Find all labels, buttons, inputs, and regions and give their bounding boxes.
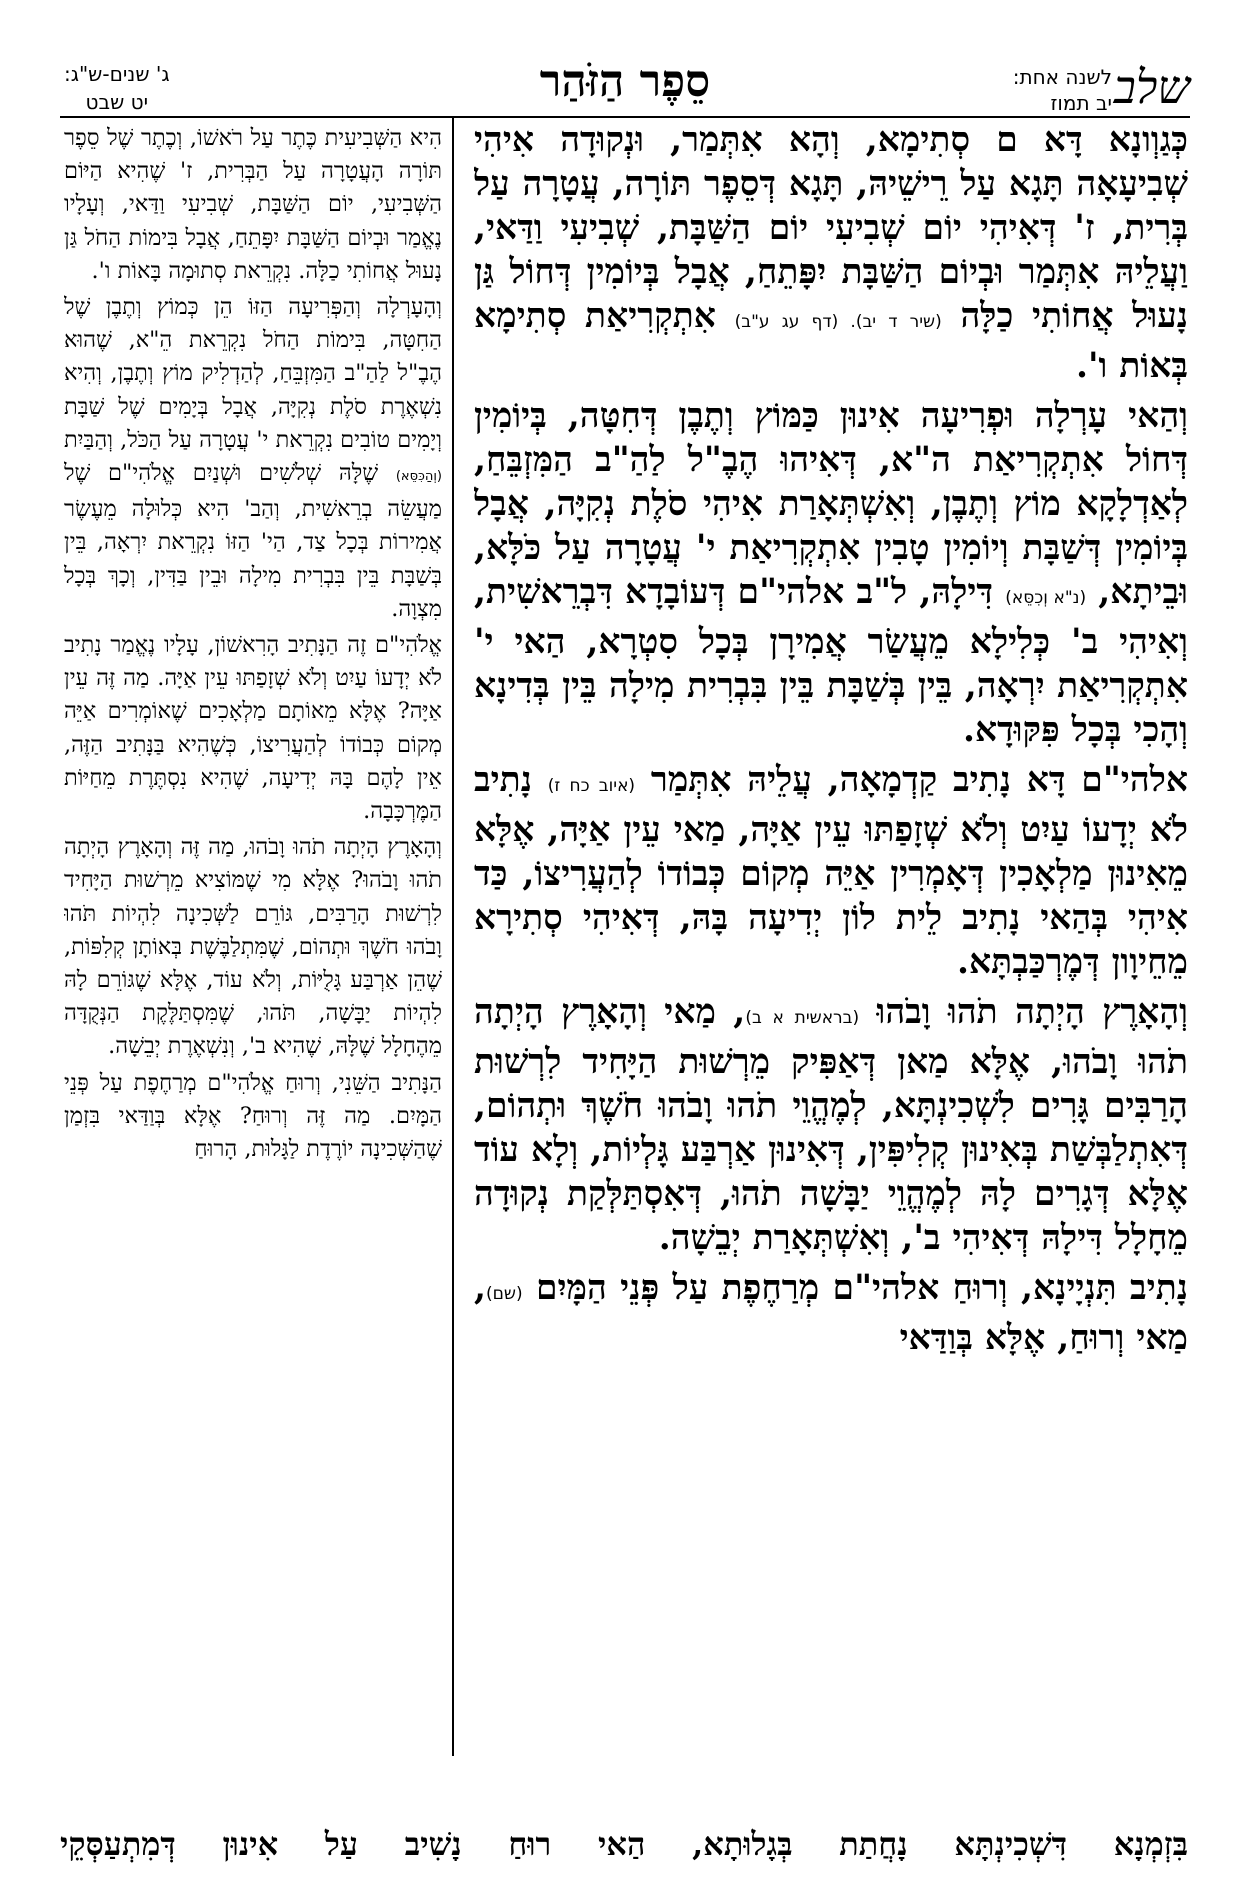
aramaic-paragraph <box>474 118 1188 388</box>
aramaic-paragraph <box>474 1266 1188 1360</box>
translation-paragraph <box>64 629 442 828</box>
translation-paragraph <box>64 831 442 1063</box>
translation-text: הִיא הַשְּׁבִיעִית כֶּתֶר עַל רֹאשׁוֹ, וְכֶתֶר שֶׁל סֵפֶר תּוֹרָה הָעֲטָרָה עַל הַבְּרִית, ז' שֶׁהִיא הַיּוֹם הַשְּׁבִיעִי, יוֹם הַשַּׁבָּת, שְׁבִיעִי וַדַּאי, וְעָלָיו נֶאֱמַר וּבְיוֹם הַשַּׁבָּת יִפָּתֵחַ, אֲבָל בִּימוֹת הַחֹל גַּן נָעוּל אֲחוֹתִי כַלָּה. נִקְרֵאת סְתוּמָה בָּאוֹת ו'. <box>64 125 442 284</box>
daily-study-year: לשנה אחת: <box>1012 65 1112 89</box>
source-reference: (שיר ד יב). (דף עג ע"ב) <box>734 312 942 332</box>
page-header <box>60 38 1190 128</box>
source-reference: (איוב כח ז) <box>547 776 636 796</box>
continuation-line: בִּזְמְנָא דִּשְׁכִינְתָּא נָחֲתַת בְּגָלוּתָא, הַאי רוּחַ נָשִׁיב עַל אִינוּן דְּמִתְעַסְּקֵי <box>60 1825 1188 1863</box>
aramaic-text: וְהָאָרֶץ הָיְתָה תֹהוּ וָבֹהוּ <box>859 992 1188 1032</box>
page-number: שלב <box>1113 60 1190 114</box>
aramaic-text: וְהַאי עָרְלָה וּפְרִיעָה אִינוּן כַּמּוֹץ וְתֶבֶן דְּחִטָּה, בְּיוֹמִין דְּחוֹל אִתְקְרִיאַת ה"א, דְּאִיהוּ הֶבֶ"ל לַהַ"ב הַמִּזְבֵּחַ, לְאַדְלָקָא מוֹץ וְתֶבֶן, וְאִשְׁתְּאָרַת אִיהִי סֹלֶת נְקִיָּה, אֲבָל בְּיוֹמִין דְּשַׁבָּת וְיוֹמִין טָבִין אִתְקְרִיאַת י' עֲטָרָה עַל כֹּלָּא, וּבֵיתָא, <box>474 396 1188 612</box>
aramaic-text: , מַאי וְרוּחַ, אֶלָּא בְּוַדַּאי <box>474 1268 1188 1358</box>
aramaic-text: נָתִיב לֹא יְדָעוֹ עַיִט וְלֹא שְׁזָפַתּוּ עֵין אַיָּה, מַאי עֵין אַיָּה, אֶלָּא מֵאִינוּן מַלְאָכִין דְּאָמְרִין אַיֵּה מְקוֹם כְּבוֹדוֹ לְהַעֲרִיצוֹ, כַּד אִיהִי בְּהַאי נָתִיב לֵית לוֹן יְדִיעָה בָּהּ, דְּאִיהִי סְתִירָא מֵחֵיוָון דְּמֶרְכַּבְתָּא. <box>474 760 1188 982</box>
aramaic-text: נָתִיב תִּנְיָינָא, וְרוּחַ אלהי"ם מְרַחֶפֶת עַל פְּנֵי הַמָּיִם <box>522 1268 1188 1308</box>
aramaic-text: אִתְקְרִיאַת סְתִימָא בְּאוֹת ו'. <box>474 296 1188 386</box>
aramaic-column <box>474 118 1188 1768</box>
translation-text: הַנָּתִיב הַשֵּׁנִי, וְרוּחַ אֱלֹהִי"ם מְרַחֶפֶת עַל פְּנֵי הַמָּיִם. מַה זֶּה וְרוּחַ? אֶלָּא בְּוַדַּאי בִּזְמַן שֶׁהַשְּׁכִינָה יוֹרֶדֶת לַגָּלוּת, הָרוּחַ <box>64 1069 442 1163</box>
aramaic-paragraph <box>474 990 1188 1260</box>
aramaic-paragraph <box>474 758 1188 984</box>
translation-paragraph <box>64 122 442 288</box>
aramaic-text: אלהי"ם דָּא נָתִיב קַדְמָאָה, עֲלֵיהּ אִתְּמַר <box>635 760 1188 800</box>
alt-reading-note: (וְהַכִּסֵּא) <box>395 469 442 485</box>
daily-study-date: יב תמוז <box>1050 91 1112 115</box>
source-reference: (נ"א וְכִסֵּא) <box>1005 588 1087 608</box>
cycle-study-years: ג' שנים-ש"ג: <box>64 62 170 86</box>
translation-text: וְהָאָרֶץ הָיְתָה תֹהוּ וָבֹהוּ, מַה זֶּה וְהָאָרֶץ הָיְתָה תֹהוּ וָבֹהוּ? אֶלָּא מִי שֶׁמּוֹצִיא מֵרְשׁוּת הַיָּחִיד לִרְשׁוּת הָרַבִּים, גּוֹרֵם לַשְּׁכִינָה לִהְיוֹת תֹּהוּ וָבֹהוּ חֹשֶׁךְ וּתְהוֹם, שֶׁמִּתְלַבֶּשֶׁת בְּאוֹתָן קְלִפּוֹת, שֶׁהֵן אַרְבַּע גָּלֻיּוֹת, וְלֹא עוֹד, אֶלָּא שֶׁגּוֹרֵם לָהּ לִהְיוֹת יַבָּשָׁה, תֹּהוּ, שֶׁמִּסְתַּלֶּקֶת הַנְּקֻדָּה מֵהֶחָלָל שֶׁלָּהּ, שֶׁהִיא ב', וְנִשְׁאֶרֶת יְבֵשָׁה. <box>64 834 442 1060</box>
book-title: סֵפֶר הַזֹּהַר <box>539 56 711 107</box>
cycle-study-label <box>64 60 170 116</box>
source-reference: (שם) <box>486 1284 523 1304</box>
column-divider <box>452 116 454 1756</box>
aramaic-paragraph <box>474 394 1188 752</box>
translation-text: אֱלֹהִי"ם זֶה הַנָּתִיב הָרִאשׁוֹן, עָלָיו נֶאֱמַר נָתִיב לֹא יְדָעוֹ עַיִט וְלֹא שְׁזָפַתּוּ עֵין אַיָּה. מַה זֶּה עֵין אַיָּה? אֶלָּא מֵאוֹתָם מַלְאָכִים שֶׁאוֹמְרִים אַיֵּה מְקוֹם כְּבוֹדוֹ לְהַעֲרִיצוֹ, כְּשֶׁהִיא בַּנָּתִיב הַזֶּה, אֵין לָהֶם בָּהּ יְדִיעָה, שֶׁהִיא נִסְתֶּרֶת מֵחַיּוֹת הַמֶּרְכָּבָה. <box>64 632 442 825</box>
hebrew-translation-column <box>64 122 442 1762</box>
source-reference: (בראשית א ב) <box>745 1008 860 1028</box>
translation-paragraph <box>64 1067 442 1167</box>
cycle-study-date: יט שבט <box>85 90 149 114</box>
aramaic-text: דִּילָהּ, ל"ב אלהי"ם דְּעוֹבָדָא דִּבְרֵאשִׁית, וְאִיהִי ב' כְּלִילָא מֵעֲשַׂר אֲמִירָן בְּכָל סִטְרָא, הַאי י' אִתְקְרִיאַת יִרְאָה, בֵּין בְּשַׁבָּת בֵּין בִּבְרִית מִילָה בֵּין בְּדִינָא וְהָכִי בְּכָל פִּקּוּדָא. <box>474 572 1188 750</box>
translation-text: וְהָעָרְלָה וְהַפְּרִיעָה הַזּוֹ הֵן כְּמוֹץ וְתֶבֶן שֶׁל הַחִטָּה, בִּימוֹת הַחֹל נִקְרֵאת הֵ"א, שֶׁהוּא הֶבֶ"ל לַהַ"ב הַמִּזְבֵּחַ, לְהַדְלִיק מוֹץ וְתֶבֶן, וְהִיא נִשְׁאֶרֶת סֹלֶת נְקִיָּה, אֲבָל בְּיָמִים שֶׁל שַׁבָּת וְיָמִים טוֹבִים נִקְרֵאת י' עֲטָרָה עַל הַכֹּל, וְהַבַּיִת <box>64 294 442 453</box>
translation-paragraph <box>64 291 442 626</box>
translation-text: שֶׁלָּהּ שְׁלֹשִׁים וּשְׁנַיִם אֱלֹהִי"ם שֶׁל מַעֲשֵׂה בְרֵאשִׁית, וְהַב' הִיא כְּלוּלָה מֵעֶשֶׂר אֲמִירוֹת בְּכָל צַד, הַי' הַזּוֹ נִקְרֵאת יִרְאָה, בֵּין בְּשַׁבָּת בֵּין בִּבְרִית מִילָה וּבֵין בַּדִּין, וְכָךְ בְּכָל מִצְוָה. <box>64 460 442 622</box>
aramaic-text: כְּגַוְונָא דָּא ם סְתִימָא, וְהָא אִתְּמַר, וּנְקוּדָה אִיהִי שְׁבִיעָאָה תָּגָא עַל רֵישֵׁיהּ, תָּגָא דְּסֵפֶר תּוֹרָה, עֲטָרָה עַל בְּרִית, ז' דְּאִיהִי יוֹם שְׁבִיעִי יוֹם הַשַּׁבָּת, שְׁבִיעִי וַדַּאי, וַעֲלֵיהּ אִתְּמַר וּבְיוֹם הַשַּׁבָּת יִפָּתֵחַ, אֲבָל בְּיוֹמִין דְּחוֹל גַּן נָעוּל אֲחוֹתִי כַלָּה <box>474 120 1188 336</box>
aramaic-text: , מַאי וְהָאָרֶץ הָיְתָה תֹהוּ וָבֹהוּ, אֶלָּא מַאן דְּאַפִּיק מֵרְשׁוּת הַיָּחִיד לִרְשׁוּת הָרַבִּים גָּרִים לִשְׁכִינְתָּא, לְמֶהֱוֵי תֹהוּ וָבֹהוּ חֹשֶׁךְ וּתְהוֹם, דְּאִתְלַבְּשַׁת בְּאִינוּן קְלִיפִּין, דְּאִינוּן אַרְבַּע גָּלְיוֹת, וְלָא עוֹד אֶלָּא דְּגָרִים לָהּ לְמֶהֱוֵי יַבָּשָׁה תֹהוּ, דְּאִסְתַּלְּקַת נְקוּדָה מֵחָלָל דִּילָהּ דְּאִיהִי ב', וְאִשְׁתְּאָרַת יְבֵשָׁה. <box>474 992 1188 1258</box>
